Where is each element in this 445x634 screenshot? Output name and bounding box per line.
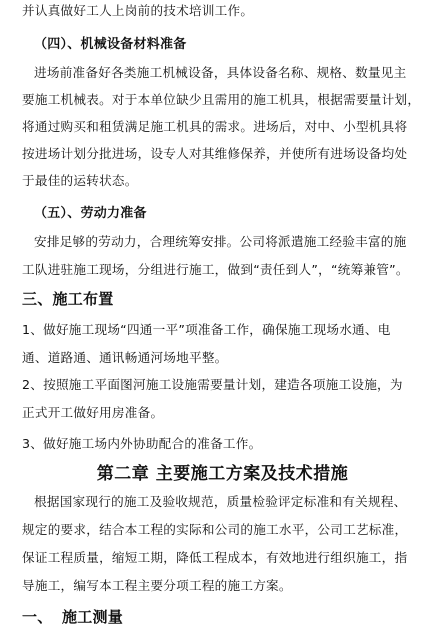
section-title: 施工测量 bbox=[62, 608, 124, 626]
paragraph-line: 进场前准备好各类施工机械设备，具体设备名称、规格、数量见主 bbox=[34, 65, 407, 80]
chapter-title: 第二章 主要施工方案及技术措施 bbox=[96, 464, 349, 484]
paragraph-line: 导施工，编写本工程主要分项工程的施工方案。 bbox=[22, 578, 292, 593]
paragraph-line: 将通过购买和租赁满足施工机具的需求。进场后，对中、小型机具将 bbox=[22, 119, 408, 134]
paragraph-line: 安排足够的劳动力，合理统筹安排。公司将派遣施工经验丰富的施 bbox=[34, 234, 407, 249]
paragraph-line: 1、做好施工现场“四通一平”项准备工作，确保施工现场水通、电 bbox=[22, 322, 391, 337]
paragraph-line: 按进场计划分批进场，设专人对其维修保养，并使所有进场设备均处 bbox=[22, 146, 408, 161]
paragraph-line: 工队进驻施工现场，分组进行施工，做到“责任到人”，“统筹兼管”。 bbox=[22, 262, 409, 277]
paragraph-line: 于最佳的运转状态。 bbox=[22, 173, 138, 188]
paragraph-line: 根据国家现行的施工及验收规范，质量检验评定标准和有关规程、 bbox=[34, 494, 407, 509]
paragraph-line: 要施工机械表。对于本单位缺少且需用的施工机具，根据需要量计划， bbox=[22, 92, 421, 107]
paragraph-line: 保证工程质量，缩短工期，降低工程成本，有效地进行组织施工，指 bbox=[22, 550, 408, 565]
paragraph-line: 通、道路通、通讯畅通河场地平整。 bbox=[22, 350, 228, 365]
paragraph-line: 正式开工做好用房准备。 bbox=[22, 405, 164, 420]
section-number: 一、 bbox=[22, 608, 53, 626]
paragraph-line: 3、做好施工场内外协助配合的准备工作。 bbox=[22, 436, 262, 451]
subheading-labor: （五）、劳动力准备 bbox=[34, 206, 147, 221]
paragraph-line: 规定的要求，结合本工程的实际和公司的施工水平，公司工艺标准， bbox=[22, 522, 408, 537]
paragraph-line: 并认真做好工人上岗前的技术培训工作。 bbox=[22, 3, 254, 18]
subheading-machinery: （四）、机械设备材料准备 bbox=[34, 37, 187, 52]
section-heading-layout: 三、施工布置 bbox=[22, 290, 114, 308]
paragraph-line: 2、按照施工平面图河施工设施需要量计划，建造各项施工设施，为 bbox=[22, 377, 403, 392]
section-heading-survey bbox=[22, 608, 123, 626]
